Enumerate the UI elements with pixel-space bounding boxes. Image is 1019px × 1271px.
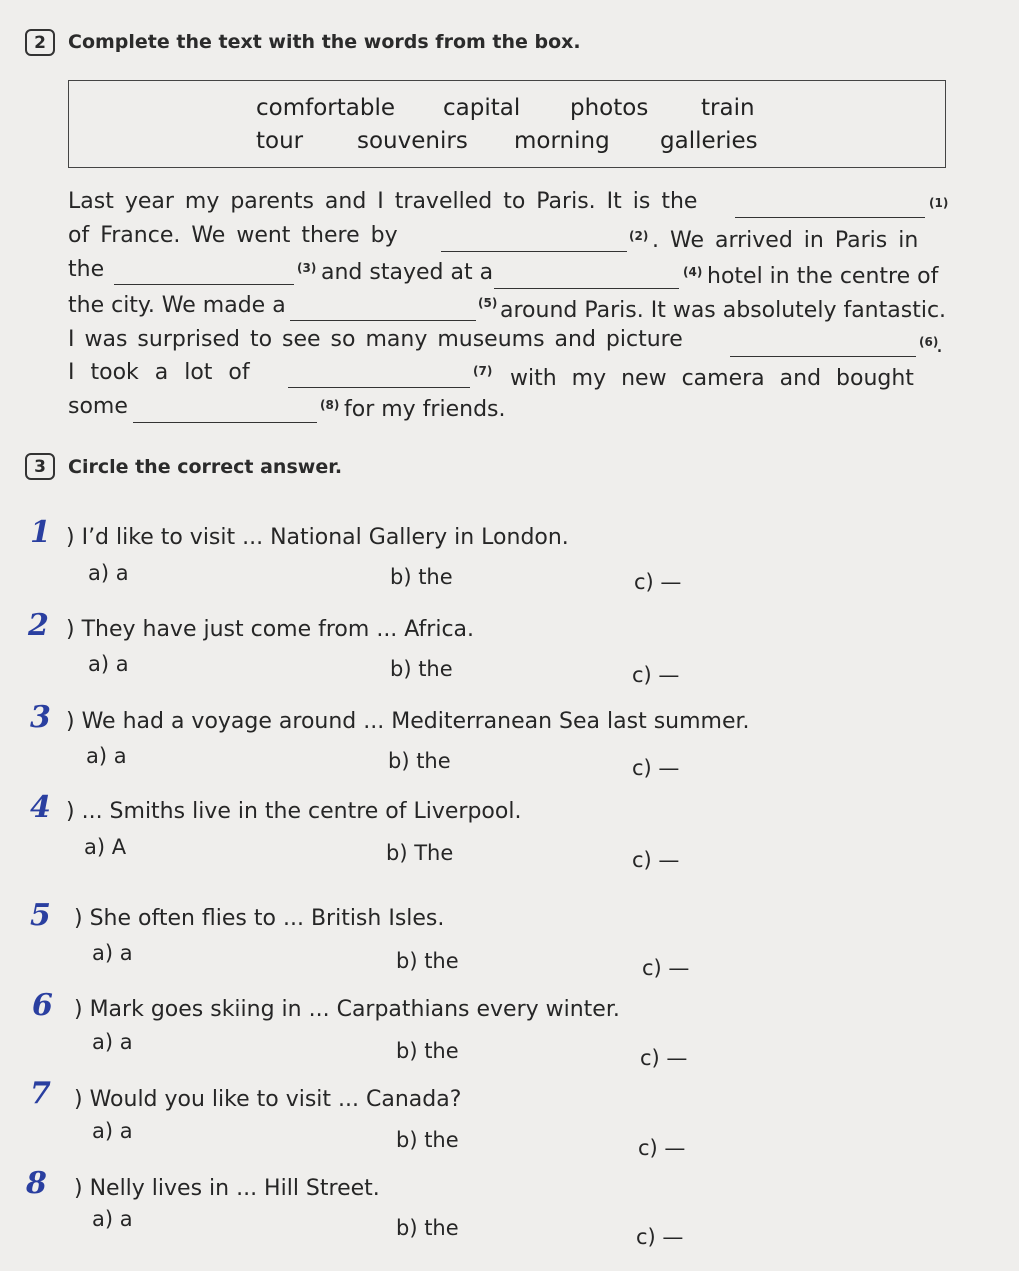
gap-marker: (1) [929, 196, 949, 210]
option-a[interactable]: a) a [86, 744, 127, 768]
text-line: and stayed at a [321, 260, 494, 285]
option-b[interactable]: b) the [390, 565, 453, 589]
gap-marker: (3) [297, 261, 317, 275]
word-box-item: tour [256, 128, 304, 154]
option-a[interactable]: a) a [92, 1030, 133, 1054]
question-text: ) She often flies to ... British Isles. [74, 906, 445, 931]
option-c[interactable]: c) — [634, 570, 682, 594]
gap-marker: (7) [473, 364, 493, 378]
answer-blank-3[interactable] [114, 284, 294, 285]
option-c[interactable]: c) — [632, 663, 680, 687]
text-line: . We arrived in Paris in [652, 228, 919, 253]
word-box [68, 80, 946, 168]
option-b[interactable]: b) the [396, 1039, 459, 1063]
option-b[interactable]: b) the [390, 657, 453, 681]
option-a[interactable]: a) a [88, 561, 129, 585]
option-b[interactable]: b) the [396, 1128, 459, 1152]
gap-marker: (4) [683, 265, 703, 279]
handwritten-number: 7 [30, 1076, 51, 1111]
gap-marker: (5) [478, 296, 498, 310]
answer-blank-6[interactable] [730, 356, 916, 357]
exercise-number-badge: 3 [25, 453, 55, 480]
option-b[interactable]: b) The [386, 841, 454, 865]
handwritten-number: 6 [32, 988, 53, 1023]
text-line: Last year my parents and I travelled to Paris. It is the [68, 189, 698, 214]
text-line: the city. We made a [68, 293, 286, 318]
answer-blank-8[interactable] [133, 422, 317, 423]
exercise-2-title: Complete the text with the words from the box. [68, 31, 581, 53]
text-line: the [68, 257, 105, 282]
word-box-item: galleries [660, 128, 758, 154]
handwritten-number: 8 [26, 1166, 47, 1201]
text-line: I took a lot of [68, 360, 250, 385]
text-line: around Paris. It was absolutely fantastic. [500, 298, 947, 323]
handwritten-number: 4 [30, 790, 51, 825]
option-a[interactable]: a) a [92, 1207, 133, 1231]
option-c[interactable]: c) — [636, 1225, 684, 1249]
option-b[interactable]: b) the [388, 749, 451, 773]
gap-marker: (6) [919, 335, 939, 349]
handwritten-number: 3 [30, 700, 51, 735]
question-text: ) ... Smiths live in the centre of Liverpool. [66, 799, 522, 824]
text-line: . [936, 333, 943, 358]
handwritten-number: 1 [30, 515, 51, 550]
question-text: ) Nelly lives in ... Hill Street. [74, 1176, 380, 1201]
option-c[interactable]: c) — [642, 956, 690, 980]
exercise-number-badge: 2 [25, 29, 55, 56]
gap-marker: (8) [320, 398, 340, 412]
text-line: hotel in the centre of [707, 264, 939, 289]
text-line: some [68, 394, 128, 419]
text-line: I was surprised to see so many museums and picture [68, 327, 683, 352]
question-text: ) I’d like to visit ... National Gallery in London. [66, 525, 569, 550]
text-line: with my new camera and bought [510, 366, 914, 391]
word-box-item: photos [570, 95, 649, 121]
option-c[interactable]: c) — [640, 1046, 688, 1070]
gap-marker: (2) [629, 229, 649, 243]
text-line: for my friends. [344, 397, 506, 422]
option-c[interactable]: c) — [632, 756, 680, 780]
question-text: ) Mark goes skiing in ... Carpathians every winter. [74, 997, 620, 1022]
option-b[interactable]: b) the [396, 949, 459, 973]
word-box-item: morning [514, 128, 610, 154]
option-b[interactable]: b) the [396, 1216, 459, 1240]
option-a[interactable]: a) a [88, 652, 129, 676]
question-text: ) They have just come from ... Africa. [66, 617, 475, 642]
word-box-item: capital [443, 95, 521, 121]
answer-blank-5[interactable] [290, 320, 476, 321]
answer-blank-4[interactable] [494, 288, 679, 289]
word-box-item: comfortable [256, 95, 395, 121]
question-text: ) Would you like to visit ... Canada? [74, 1087, 462, 1112]
option-a[interactable]: a) a [92, 1119, 133, 1143]
option-c[interactable]: c) — [632, 848, 680, 872]
answer-blank-2[interactable] [441, 251, 627, 252]
word-box-item: souvenirs [357, 128, 468, 154]
option-c[interactable]: c) — [638, 1136, 686, 1160]
question-text: ) We had a voyage around ... Mediterranean Sea last summer. [66, 709, 750, 734]
handwritten-number: 5 [30, 898, 51, 933]
answer-blank-7[interactable] [288, 387, 470, 388]
option-a[interactable]: a) A [84, 835, 127, 859]
text-line: of France. We went there by [68, 223, 398, 248]
exercise-3-title: Circle the correct answer. [68, 456, 343, 478]
handwritten-number: 2 [28, 608, 49, 643]
word-box-item: train [701, 95, 755, 121]
option-a[interactable]: a) a [92, 941, 133, 965]
answer-blank-1[interactable] [735, 217, 925, 218]
